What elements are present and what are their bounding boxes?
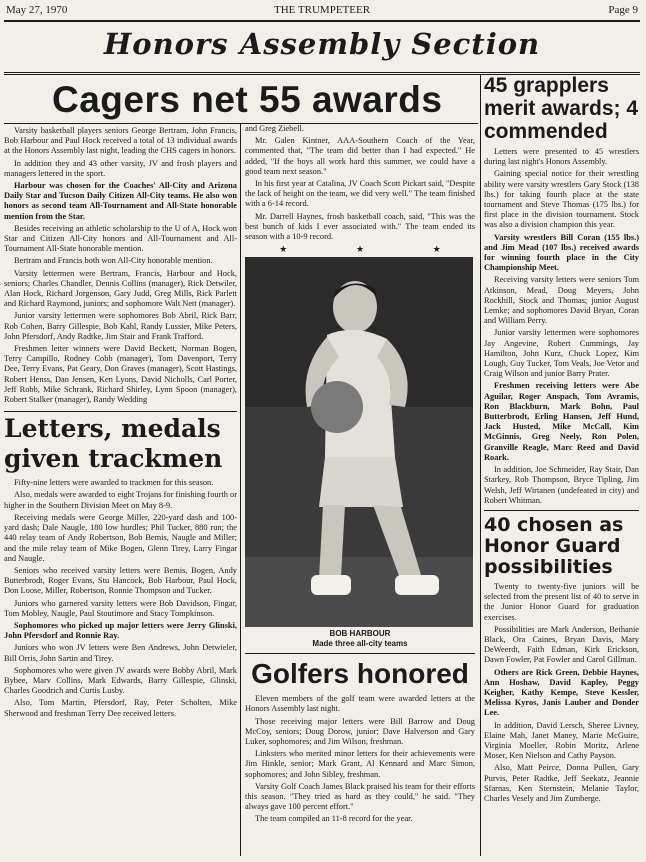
article-paragraph: Eleven members of the golf team were awarded letters at the Honors Assembly last night. (245, 694, 475, 714)
article-paragraph: In addition they and 43 other varsity, JV and frosh players and managers lettered in the sport. (4, 158, 237, 178)
article-paragraph: Junior varsity lettermen were sophomores Bob Abril, Rick Barr, Rob Cohen, Barry Gillespie, Bob Kahl, Randy Lussier, Mike Peters, John Pfersdorf, Andy Radtke, Jim Stair and Frank Trafford. (4, 311, 237, 341)
article-paragraph: Varsity lettermen were Bertram, Francis, Harbour and Hock, seniors; Charles Chandler, Dennis Collins (manager), Rick Detwiler, Alan Hock, Richard Jorgenson, Gary Judd, Greg Mills, Rick Parlett and Richard Raymond, juniors; and sophomore Walt Nett (manager). (4, 268, 237, 309)
article-paragraph: Linksters who merited minor letters for their achievements were Jim Hinkle, senior; Mark Grant, Al Kennard and Marc Simon, sophomores; and John Sibley, freshman. (245, 749, 475, 779)
star-icon: ★ (355, 244, 365, 255)
star-divider (245, 244, 475, 255)
player-photo (245, 257, 473, 627)
article-paragraph: Varsity basketball players seniors George Bertram, John Francis, Bob Harbour and Paul Hock received a total of 13 individual awards at the Honors Assembly last night, leading the CHS cagers in honors. (4, 126, 237, 156)
paper-name: THE TRUMPETEER (274, 4, 371, 16)
article-paragraph: In addition, Joe Schmeider, Ray Stair, Dan Starkey, Rob Thompson, Bryce Tipling, Jim Welsh, Jeff Wirtanen (undefeated in city) and Robert Whitman. (484, 465, 639, 505)
article-paragraph: Also, Matt Peirce, Donna Pullen, Gary Purvis, Peter Radtke, Jeff Seekatz, Jeannie Sfarnas, Ken Sternstein, Melanie Taylor, Charles Vesely and Jim Zumberge. (484, 763, 639, 803)
article-paragraph: Bertram and Francis both won All-City honorable mention. (14, 256, 213, 266)
article-paragraph: Sophomores who picked up major letters were Jerry Glinski, John Pfersdorf and Ronnie Ray. (4, 620, 237, 641)
column-left (4, 78, 237, 721)
column-rule-1 (240, 124, 241, 856)
issue-date: May 27, 1970 (6, 4, 68, 16)
article-paragraph: Harbour was chosen for the Coaches' All-City and Arizona Daily Star and Tucson Daily Citizen All-City teams. He also won honors as second team All-Tournament and All-State honorable mention from the Star. (4, 181, 237, 221)
article-paragraph: Junior varsity lettermen were sophomores Jay Angevine, Robert Cummings, Jay Hamilton, John Kurz, Chuck Lopez, Kim Lough, Guy Tucker, Tom Veals, Joe Vetor and Craig Wilson and junior Barry Prater. (484, 328, 639, 379)
article-paragraph: Freshmen letter winners were David Beckett, Norman Bogen, Terry Campillo, Rodney Cobb (manager), Tom Davenport, Terry Dee, Terry Evans, Pat Geary, Don Graves (manager), Scott Hastings, Robert Henss, Dan Jensen, Ken Lyons, David Nicholls, Carl Porter, Jeff Robb, Mike Schrank, Richard Shirley, Lynn Spoon (manager), Robert Stalker (manager), Randy Wedding (4, 344, 237, 405)
article-paragraph: Gaining special notice for their wrestling ability were varsity wrestlers Gary Stock (138 lbs.) for taking fourth place at the state tournament and Steve Thomas (175 lbs.) for first place in the division tournament. Stock was also a division champion this year. (484, 169, 639, 230)
article-paragraph: Also, medals were awarded to eight Trojans for finishing fourth or higher in the Southern Division Meet on May 8-9. (4, 490, 237, 510)
article-paragraph: Freshmen receiving letters were Abe Aguilar, Roger Anspach, Tom Avramis, Ron Blackburn, Mark Bohn, Paul Butterbrodt, Erling Hansen, Jeff Hund, Jack Husted, Mike McCall, Kim McGinnis, Greg Neely, Ron Polen, Granville Reagle, Marc Reed and David Roark. (484, 381, 639, 462)
column-middle (245, 124, 475, 827)
section-banner: Honors Assembly Section (4, 20, 640, 75)
article-paragraph: Seniors who received varsity letters were Bemis, Bogen, Andy Butterbrodt, Roger Evans, Stu Hancock, Bob Harbour, Paul Hock, Don Loose, Miller, Robertson, Ronnie Thompson and Tucker. (4, 565, 237, 596)
article-paragraph: Mr. Galen Kintner, AAA-Southern Coach of the Year, commented that, "The team did better than I had expected." He added, "If the boys all work hard this summer, we could have a good team next season." (245, 136, 475, 176)
cagers-headline: Cagers net 55 awards (52, 79, 443, 120)
star-icon: ★ (432, 244, 441, 255)
golfers-headline: Golfers honored (245, 653, 475, 690)
article-paragraph: and Greg Ziebell. (245, 124, 304, 133)
article-paragraph: Also, Tom Martin, Pfersdorf, Ray, Peter Scholten, Mike Sherwood and freshman Terry Dee received letters. (4, 698, 237, 718)
article-paragraph: Fifty-nine letters were awarded to trackmen for this season. (14, 478, 214, 488)
article-paragraph: In his first year at Catalina, JV Coach Scott Pickart said, "Despite the lack of height on the team, we did very well." The team finished with a 6-14 record. (245, 179, 475, 209)
article-paragraph: The team compiled an 11-8 record for the year. (255, 814, 413, 824)
letters-headline: Letters, medals given trackmen (4, 411, 237, 474)
photo-caption (245, 629, 475, 649)
article-paragraph: Varsity wrestlers Bill Coran (155 lbs.) and Jim Mead (107 lbs.) received awards for winning fourth place in the City Championship Meet. (484, 232, 639, 273)
caption-name: BOB HARBOUR (329, 629, 391, 639)
article-paragraph: Others are Rick Green, Debbie Haynes, Ann Hoshaw, David Kapley, Peggy Keigher, Kathy Kempe, Steve Kessler, Melissa Kyros, Janis Lauber and Donder Lee. (484, 667, 639, 718)
column-right (484, 74, 639, 806)
grapplers-headline: 45 grapplers merit awards; 4 commended (484, 74, 639, 143)
article-paragraph: Possibilities are Mark Anderson, Bethanie Black, Ora Caines, Bryan Davis, Mary DeWeerdt, Faith Edman, Kirk Erickson, Dawn Fowler, Pat Fowler and Carol Gillman. (484, 624, 639, 665)
column-rule-2 (480, 74, 481, 856)
article-paragraph: Varsity Golf Coach James Black praised his team for their efforts this season. "They tried as hard as they could," he said. "They always gave 100 percent effort." (245, 781, 475, 812)
article-paragraph: Those receiving major letters were Bill Barrow and Doug McCoy, seniors; Doug Dorow, junior; Dave Halverson and Gary Luker, sophomores; and Jim Wilson, freshman. (245, 716, 475, 747)
page-number: Page 9 (608, 4, 638, 16)
article-paragraph: Besides receiving an athletic scholarship to the U of A, Hock won Star and Citizen All-City honors and All-Tournament and All-Tournament All-State honorable mention. (4, 223, 237, 254)
article-paragraph: Twenty to twenty-five juniors will be selected from the present list of 40 to serve in the Junior Honor Guard for graduation exercises. (484, 581, 639, 622)
article-paragraph: Receiving varsity letters were seniors Tom Atkinson, Mead, Doug Meyers, John Rockhill, Stock and Thomas; junior August Lemke; and sophomores David Bryan, Coran and William Perry. (484, 275, 639, 326)
article-paragraph: Juniors who won JV letters were Ben Andrews, John Detwieler, Bill Orris, John Sartin and Tirey. (4, 643, 237, 663)
star-icon: ★ (279, 244, 288, 255)
article-paragraph: Letters were presented to 45 wrestlers during last night's Honors Assembly. (484, 147, 639, 167)
caption-text: Made three all-city teams (312, 639, 408, 649)
article-paragraph: Sophomores who were given JV awards were Bobby Abril, Mark Bybee, Marv Collins, Mark Edwards, Barry Gillespie, Glinski, Charles Goodrich and Curtis Lusby. (4, 665, 237, 696)
article-paragraph: Receiving medals were George Miller, 220-yard dash and 100-yard dash; Dale Naugle, 180 low hurdles; Phil Tucker, 880 run; the 440 relay team of Andy Robertson, Bob Bemis, Naugle and Miller; and the mile relay team of Mike Bogen, Glenn Tirey, Larry Fingar and Naugle. (4, 512, 237, 563)
page-header (4, 0, 640, 22)
article-paragraph: Juniors who garnered varsity letters were Bob Davidson, Fingar, Tom Mobley, Naugle, Paul Stoutimore and Stacy Tompkinson. (4, 598, 237, 618)
article-paragraph: Mr. Darrell Haynes, frosh basketball coach, said, "This was the best bunch of kids I ever associated with." The team ended its season with a 10-9 record. (245, 211, 475, 242)
honor-guard-headline: 40 chosen as Honor Guard possibilities (484, 510, 639, 578)
article-paragraph: In addition, David Lersch, Sheree Livney, Elaine Mah, Janet Maney, Marie McGuire, Virginia Moeller, Robin Moritz, Arlene Moser, Ken Nielson and Cathy Payson. (484, 720, 639, 761)
